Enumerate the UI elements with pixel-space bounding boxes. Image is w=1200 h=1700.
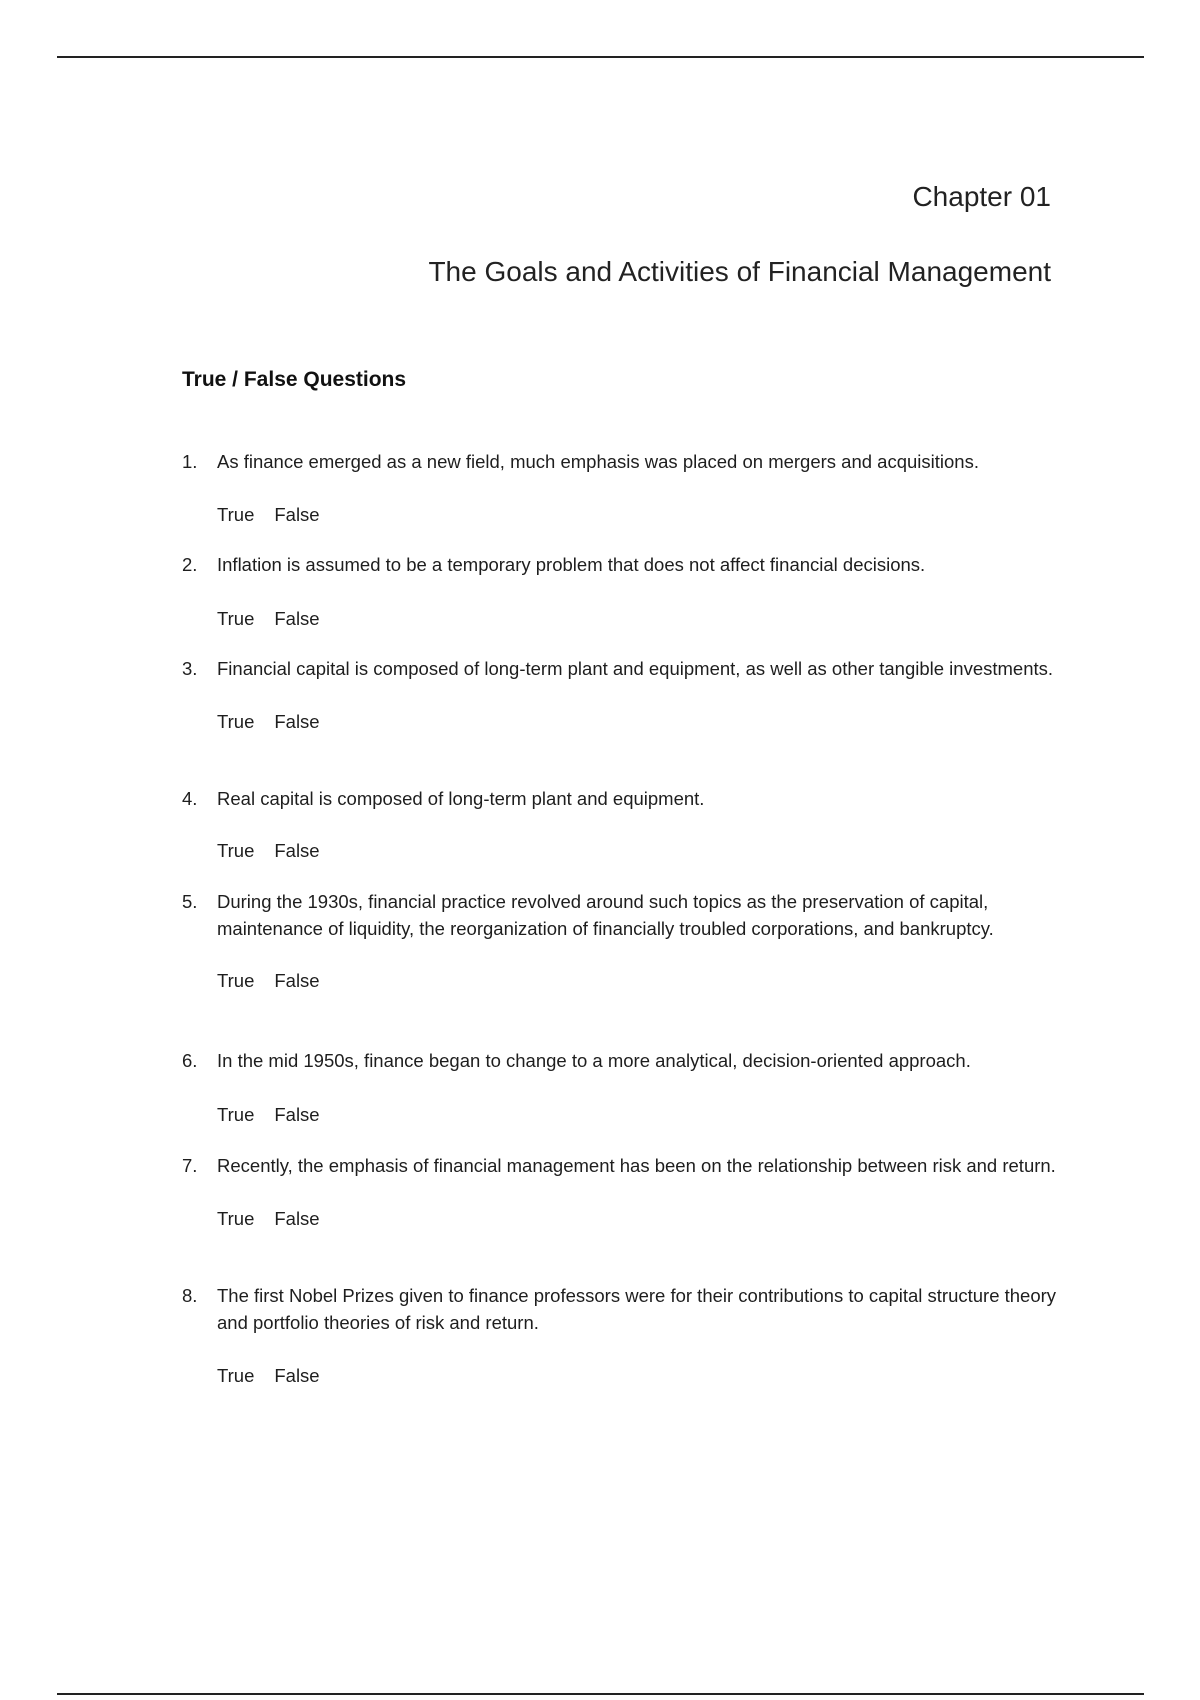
option-true[interactable]: True <box>217 1365 255 1386</box>
option-false[interactable]: False <box>274 1207 320 1229</box>
question-number: 2. <box>182 554 198 575</box>
question-number: 1. <box>182 451 198 472</box>
option-false[interactable]: False <box>274 503 320 525</box>
chapter-title: The Goals and Activities of Financial Management <box>428 256 1051 287</box>
section-heading: True / False Questions <box>182 368 407 391</box>
answer-options <box>217 606 1062 633</box>
answer-options <box>217 1102 1062 1129</box>
option-true[interactable]: True <box>217 839 255 861</box>
option-true[interactable]: True <box>217 607 255 629</box>
option-false[interactable]: False <box>274 1365 320 1386</box>
question-7 <box>182 1153 1062 1232</box>
question-8 <box>182 1283 1062 1390</box>
question-number: 7. <box>182 1155 198 1176</box>
option-false[interactable]: False <box>274 970 320 991</box>
chapter-label: Chapter 01 <box>912 181 1051 212</box>
answer-options <box>217 838 1062 865</box>
option-true[interactable]: True <box>217 1207 255 1229</box>
question-number: 6. <box>182 1050 198 1071</box>
question-text: Real capital is composed of long-term plant and equipment. <box>217 788 705 809</box>
option-true[interactable]: True <box>217 970 255 991</box>
question-text: Inflation is assumed to be a temporary problem that does not affect financial decisions. <box>217 554 926 575</box>
question-text: Financial capital is composed of long-term plant and equipment, as well as other tangible investments. <box>217 658 1054 679</box>
question-number: 4. <box>182 788 198 809</box>
option-true[interactable]: True <box>217 503 255 525</box>
answer-options <box>217 968 1062 995</box>
question-text: As finance emerged as a new field, much emphasis was placed on mergers and acquisitions. <box>217 451 979 472</box>
option-true[interactable]: True <box>217 710 255 732</box>
question-text: The first Nobel Prizes given to finance professors were for their contributions to capital structure theory and portfolio theories of risk and return. <box>217 1285 1057 1333</box>
answer-options <box>217 1206 1062 1233</box>
question-6 <box>182 1048 1062 1128</box>
question-5 <box>182 889 1062 995</box>
question-1 <box>182 449 1062 528</box>
answer-options <box>217 1363 1062 1390</box>
option-false[interactable]: False <box>274 839 320 861</box>
option-false[interactable]: False <box>274 710 320 732</box>
top-rule <box>57 56 1144 58</box>
answer-options <box>217 709 1062 736</box>
question-number: 5. <box>182 891 198 912</box>
question-3 <box>182 656 1062 735</box>
question-text: Recently, the emphasis of financial management has been on the relationship between risk and return. <box>217 1155 1056 1176</box>
option-false[interactable]: False <box>274 1103 320 1125</box>
option-true[interactable]: True <box>217 1103 255 1125</box>
question-number: 8. <box>182 1285 198 1306</box>
question-text: In the mid 1950s, finance began to change to a more analytical, decision-oriented approach. <box>217 1050 971 1071</box>
question-text: During the 1930s, financial practice revolved around such topics as the preservation of capital, maintenance of liquidity, the reorganization of financially troubled corporations, and bankruptcy. <box>217 891 994 939</box>
option-false[interactable]: False <box>274 607 320 629</box>
answer-options <box>217 502 1062 529</box>
question-number: 3. <box>182 658 198 679</box>
question-2 <box>182 552 1062 632</box>
bottom-rule <box>57 1693 1144 1695</box>
question-4 <box>182 786 1062 864</box>
